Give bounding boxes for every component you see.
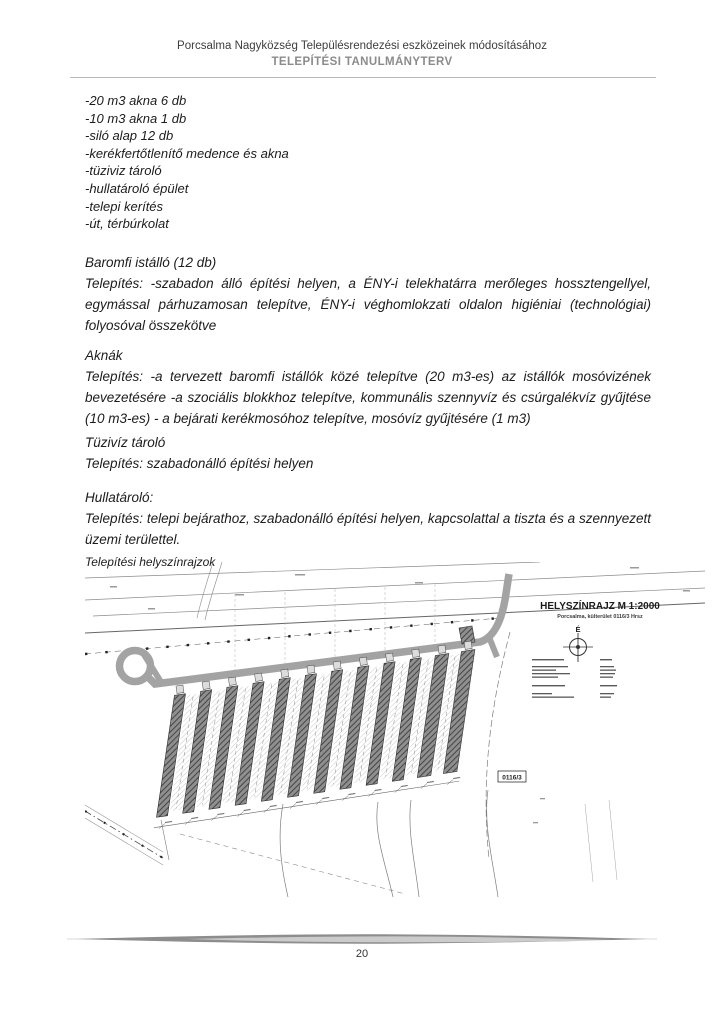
list-item: -siló alap 12 db — [85, 128, 174, 144]
top-parcel-lines — [85, 562, 705, 633]
list-item: -tüziviz tároló — [85, 163, 162, 179]
section-body: Telepítés: -a tervezett baromfi istállók közé telepítve (20 m3-es) az istállók mosóvizének bevezetésére -a szociális blokkhoz telepítve, kommunális szennyvíz és csúrgalékvíz gyűjtése (10 m3-es) - a bejárati kerékmosóhoz telepítve, mosóvíz gyűjtésére (1 m3) — [85, 368, 651, 426]
body-text — [85, 92, 651, 571]
dimension-number-mark — [244, 809, 251, 811]
corridor-connector — [202, 681, 210, 689]
facility-list — [85, 92, 651, 233]
section-body: Telepítés: telepi bejárathoz, szabadonálló építési helyen, kapcsolattal a tiszta és a szennyezett üzemi területtel. — [85, 510, 651, 547]
header-line2: TELEPÍTÉSI TANULMÁNYTERV — [271, 56, 453, 68]
corridor-connector — [176, 685, 184, 693]
corridor-connector — [281, 669, 289, 677]
section-body: Telepítés: szabadonálló építési helyen — [85, 455, 314, 471]
section-title: Tüzivíz tároló — [85, 434, 166, 450]
plan-title: HELYSZÍNRAJZ M 1:2000 — [540, 601, 660, 612]
barn-strips — [154, 641, 475, 828]
header-rule — [70, 77, 656, 78]
section-tuziviz — [85, 432, 651, 474]
list-item: -telepi kerítés — [85, 198, 164, 214]
section-title: Aknák — [85, 347, 123, 363]
road-stub — [489, 637, 497, 657]
corridor-connector — [359, 657, 367, 665]
north-label: É — [575, 625, 581, 634]
section-hullatarolo — [85, 487, 651, 550]
siteplan-drawing — [85, 562, 705, 907]
plan-subtitle: Porcsalma, külterület 0116/3 Hrsz — [557, 614, 643, 620]
dimension-number-mark — [217, 813, 224, 815]
corridor-connector — [255, 673, 263, 681]
siteplan-svg — [85, 562, 705, 907]
entrance-building — [459, 626, 475, 644]
dimension-number-mark — [375, 789, 382, 791]
list-item: -út, térbúrkolat — [85, 216, 169, 232]
parcel-label-text: 0116/3 — [502, 774, 522, 782]
dimension-number-mark — [322, 797, 329, 799]
footer-ornament-line — [67, 933, 657, 947]
section-title: Hullatároló: — [85, 489, 154, 505]
list-item: -hullatároló épület — [85, 180, 189, 196]
corridor-connector — [307, 665, 315, 673]
section-body: Telepítés: -szabadon álló építési helyen, a ÉNY-i telekhatárra merőleges hossztengellyel, egymással párhuzamosan telepítve, ÉNY-i véghomlokzati oldalon higiéniai (technológiai) folyosóval összekötve — [85, 275, 651, 333]
parcel-label — [498, 771, 526, 782]
bottom-left-boundary — [85, 805, 405, 894]
header-line1: Porcsalma Nagyközség Településrendezési eszközeinek módosításához — [177, 40, 547, 52]
page-number: 20 — [355, 948, 369, 960]
dimension-number-mark — [191, 817, 198, 819]
dimension-number-mark — [348, 793, 355, 795]
corridor-connector — [228, 677, 236, 685]
corridor-connector — [438, 645, 446, 653]
siteplan-caption: Telepítési helyszínrajzok — [85, 554, 216, 569]
list-item: -kerékfertőtlenítő medence és akna — [85, 145, 289, 161]
section-baromfi — [85, 252, 651, 336]
corridor-connector — [333, 661, 341, 669]
dimension-number-mark — [296, 801, 303, 803]
dimension-number-mark — [427, 781, 434, 783]
dimension-number-mark — [401, 785, 408, 787]
corridor-connector — [464, 641, 472, 649]
corridor-connector — [412, 649, 420, 657]
dimension-number-mark — [165, 821, 172, 823]
north-arrow-icon — [563, 625, 593, 662]
section-title: Baromfi istálló (12 db) — [85, 254, 217, 270]
list-item: -20 m3 akna 6 db — [85, 93, 187, 108]
page-header — [0, 40, 724, 68]
corridor-connector — [386, 653, 394, 661]
list-item: -10 m3 akna 1 db — [85, 110, 187, 126]
dimension-number-mark — [270, 805, 277, 807]
legend-table — [532, 659, 617, 698]
title-panel — [532, 599, 660, 698]
dimension-number-mark — [453, 777, 460, 779]
section-aknak — [85, 345, 651, 429]
